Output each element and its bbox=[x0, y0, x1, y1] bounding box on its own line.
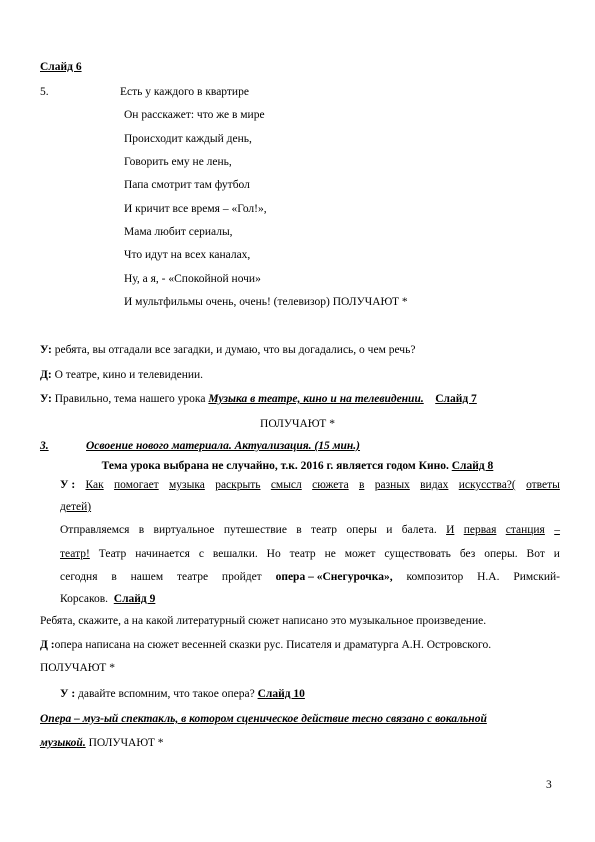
para-word: вешалки. bbox=[212, 548, 258, 560]
question-word: музыка bbox=[169, 479, 205, 491]
para-word: в bbox=[138, 524, 145, 536]
para-word: виртуальное bbox=[153, 524, 215, 536]
para-word: Н.А. bbox=[477, 571, 500, 583]
question-word: помогает bbox=[114, 479, 159, 491]
riddle-line: Мама любит сериалы, bbox=[124, 226, 233, 238]
para-word: театре bbox=[176, 571, 209, 583]
question-word: раскрыть bbox=[215, 479, 261, 491]
question-word: искусства?( bbox=[458, 479, 516, 491]
children-label: Д : bbox=[40, 639, 55, 651]
riddle-line: И кричит все время – «Гол!», bbox=[124, 203, 267, 215]
teacher-label: У: bbox=[40, 393, 52, 405]
question-word: сюжета bbox=[312, 479, 349, 491]
para-word: оперы. bbox=[484, 548, 518, 560]
riddle-line: И мультфильмы очень, очень! (телевизор) ПОЛУЧАЮТ * bbox=[124, 296, 408, 308]
opera-question bbox=[60, 687, 305, 701]
para-word: может bbox=[344, 548, 376, 560]
paragraph-line-3 bbox=[60, 570, 560, 584]
para-word: без bbox=[459, 548, 476, 560]
children-text: О театре, кино и телевидении. bbox=[51, 369, 204, 381]
children-label: Д: bbox=[40, 369, 52, 381]
opera-title: опера – «Снегурочка», bbox=[275, 571, 393, 583]
riddle-line: Говорить ему не лень, bbox=[124, 156, 232, 168]
teacher-line-2 bbox=[40, 392, 477, 406]
para-word: Корсаков. bbox=[60, 593, 109, 605]
para-word: первая bbox=[463, 524, 497, 536]
para-word: существовать bbox=[384, 548, 451, 560]
slide-6-label: Слайд 6 bbox=[40, 61, 82, 73]
paragraph-line-4 bbox=[60, 592, 155, 606]
slide-8-label: Слайд 8 bbox=[451, 460, 494, 472]
teacher-text: давайте вспомним, что такое опера? bbox=[75, 688, 258, 700]
section-title: Освоение нового материала. Актуализация. (15 мин.) bbox=[86, 440, 361, 452]
opera-definition-line-1: Опера – муз-ый спектакль, в котором сценическое действие тесно связано с вокальной bbox=[40, 713, 487, 725]
para-word: композитор bbox=[406, 571, 464, 583]
slide-10-label: Слайд 10 bbox=[257, 688, 305, 700]
question-word: ответы bbox=[526, 479, 560, 491]
riddle-line: Ну, а я, - «Спокойной ночи» bbox=[124, 273, 261, 285]
teacher-label: У : bbox=[60, 688, 76, 700]
para-word: – bbox=[554, 524, 560, 536]
para-word: пройдет bbox=[221, 571, 262, 583]
teacher-text: ребята, вы отгадали все загадки, и думаю, что вы догадались, о чем речь? bbox=[51, 344, 416, 356]
paragraph-line-2 bbox=[60, 547, 560, 561]
teacher-text: Правильно, тема нашего урока bbox=[51, 393, 209, 405]
teacher-label: У : bbox=[60, 479, 76, 491]
riddle-line: Он расскажет: что же в мире bbox=[124, 109, 265, 121]
section-number: 3. bbox=[40, 440, 49, 452]
para-word: Но bbox=[266, 548, 281, 560]
para-word: станция bbox=[505, 524, 545, 536]
paragraph-line-1 bbox=[60, 523, 560, 537]
question-word: разных bbox=[374, 479, 410, 491]
receive-mark: ПОЛУЧАЮТ * bbox=[85, 737, 164, 749]
theme-line bbox=[0, 459, 595, 473]
para-word: начинается bbox=[135, 548, 190, 560]
para-word: И bbox=[446, 524, 455, 536]
teacher-line-1 bbox=[40, 343, 415, 357]
para-word: путешествие bbox=[223, 524, 287, 536]
para-word: с bbox=[198, 548, 204, 560]
slide-9-label: Слайд 9 bbox=[113, 593, 156, 605]
kids-question: Ребята, скажите, а на какой литературный сюжет написано это музыкальное произведение. bbox=[40, 615, 487, 627]
para-word: театр! bbox=[60, 548, 90, 560]
para-word: оперы bbox=[346, 524, 377, 536]
para-word: и bbox=[553, 548, 560, 560]
para-word: и bbox=[386, 524, 393, 536]
para-word: Отправляемся bbox=[60, 524, 130, 536]
riddle-line: Происходит каждый день, bbox=[124, 133, 252, 145]
children-text: опера написана на сюжет весенней сказки рус. Писателя и драматурга А.Н. Островского. bbox=[54, 639, 492, 651]
para-word: нашем bbox=[130, 571, 164, 583]
question-word: смысл bbox=[270, 479, 302, 491]
children-line-1 bbox=[40, 368, 203, 382]
slide-7-label: Слайд 7 bbox=[435, 393, 477, 405]
receive-mark: ПОЛУЧАЮТ * bbox=[260, 418, 335, 430]
question-word: в bbox=[359, 479, 365, 491]
question-word: Как bbox=[85, 479, 104, 491]
para-word: Римский- bbox=[513, 571, 560, 583]
para-word: не bbox=[324, 548, 336, 560]
riddle-line: Есть у каждого в квартире bbox=[120, 86, 249, 98]
para-word: в bbox=[296, 524, 302, 536]
question-word: видах bbox=[420, 479, 449, 491]
para-word: балета. bbox=[401, 524, 437, 536]
riddle-line: Папа смотрит там футбол bbox=[124, 179, 250, 191]
opera-definition-line-2 bbox=[40, 736, 164, 750]
children-answer bbox=[40, 638, 491, 652]
para-word: в bbox=[111, 571, 117, 583]
para-word: Вот bbox=[526, 548, 545, 560]
riddle-number: 5. bbox=[40, 86, 49, 98]
para-word: театр bbox=[311, 524, 338, 536]
page-number: 3 bbox=[546, 779, 552, 791]
para-word: театр bbox=[289, 548, 316, 560]
para-word: сегодня bbox=[60, 571, 98, 583]
teacher-label: У: bbox=[40, 344, 52, 356]
receive-mark: ПОЛУЧАЮТ * bbox=[40, 662, 115, 674]
opera-definition-end: музыкой. bbox=[40, 737, 86, 749]
question-continuation: детей) bbox=[60, 501, 92, 513]
teacher-question bbox=[60, 478, 560, 492]
riddle-line: Что идут на всех каналах, bbox=[124, 249, 251, 261]
theme-text: Тема урока выбрана не случайно, т.к. 2016 г. является годом Кино. bbox=[101, 460, 452, 472]
para-word: Театр bbox=[98, 548, 127, 560]
lesson-topic: Музыка в театре, кино и на телевидении. bbox=[208, 393, 424, 405]
